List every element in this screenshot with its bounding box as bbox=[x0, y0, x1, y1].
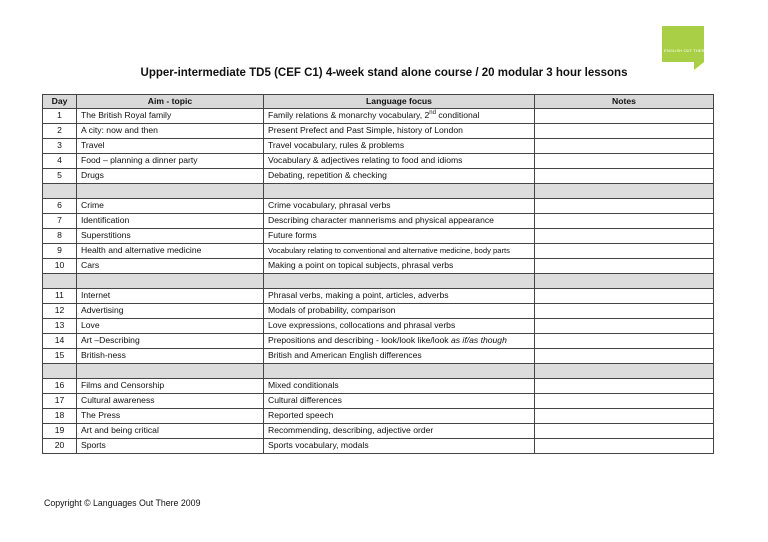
focus-cell-text: Vocabulary relating to conventional and alternative medicine, body parts bbox=[268, 246, 510, 255]
notes-cell bbox=[535, 139, 714, 154]
focus-cell-text: Present Prefect and Past Simple, history of London bbox=[268, 125, 463, 135]
focus-cell-text: Prepositions and describing - look/look like/look bbox=[268, 335, 451, 345]
aim-cell bbox=[77, 244, 264, 259]
aim-cell bbox=[77, 304, 264, 319]
table-row bbox=[43, 214, 714, 229]
focus-cell-text-after: conditional bbox=[435, 110, 480, 120]
column-header-day: Day bbox=[43, 95, 77, 109]
notes-cell bbox=[535, 394, 714, 409]
day-cell bbox=[43, 124, 77, 139]
focus-cell bbox=[264, 199, 535, 214]
table-row bbox=[43, 409, 714, 424]
day-cell-text: 17 bbox=[54, 395, 65, 405]
aim-cell-text: Internet bbox=[81, 290, 111, 300]
notes-cell bbox=[535, 199, 714, 214]
notes-cell bbox=[535, 334, 714, 349]
day-cell-text: 11 bbox=[55, 290, 64, 300]
focus-cell-text: Phrasal verbs, making a point, articles, adverbs bbox=[268, 290, 449, 300]
day-cell bbox=[43, 289, 77, 304]
focus-cell bbox=[264, 424, 535, 439]
focus-cell-text: Travel vocabulary, rules & problems bbox=[268, 140, 405, 150]
day-cell bbox=[43, 394, 77, 409]
aim-cell-text: Health and alternative medicine bbox=[81, 245, 202, 255]
day-cell-text: 19 bbox=[54, 425, 65, 435]
aim-cell bbox=[77, 424, 264, 439]
focus-cell bbox=[264, 154, 535, 169]
focus-cell-text: Making a point on topical subjects, phrasal verbs bbox=[268, 260, 454, 270]
table-row bbox=[43, 304, 714, 319]
focus-cell bbox=[264, 214, 535, 229]
focus-cell bbox=[264, 124, 535, 139]
day-cell-text: 1 bbox=[57, 110, 62, 120]
focus-cell bbox=[264, 259, 535, 274]
table-row bbox=[43, 124, 714, 139]
table-row bbox=[43, 394, 714, 409]
focus-cell-text: Crime vocabulary, phrasal verbs bbox=[268, 200, 391, 210]
aim-cell bbox=[77, 319, 264, 334]
divider-cell bbox=[43, 184, 77, 199]
aim-cell-text: A city: now and then bbox=[81, 125, 158, 135]
notes-cell bbox=[535, 214, 714, 229]
day-cell-text: 12 bbox=[54, 305, 65, 315]
day-cell bbox=[43, 229, 77, 244]
day-cell bbox=[43, 259, 77, 274]
table-body bbox=[43, 109, 714, 454]
aim-cell-text: Superstitions bbox=[81, 230, 131, 240]
aim-cell-text: Cultural awareness bbox=[81, 395, 155, 405]
aim-cell-text: The British Royal family bbox=[81, 110, 172, 120]
aim-cell-text: Drugs bbox=[81, 170, 104, 180]
aim-cell bbox=[77, 199, 264, 214]
day-cell bbox=[43, 154, 77, 169]
day-cell-text: 10 bbox=[54, 260, 65, 270]
day-cell bbox=[43, 424, 77, 439]
table-row bbox=[43, 244, 714, 259]
focus-cell bbox=[264, 289, 535, 304]
focus-cell bbox=[264, 229, 535, 244]
aim-cell bbox=[77, 259, 264, 274]
focus-cell bbox=[264, 109, 535, 124]
focus-cell bbox=[264, 394, 535, 409]
divider-cell bbox=[264, 184, 535, 199]
column-header-aim: Aim - topic bbox=[77, 95, 264, 109]
focus-superscript: nd bbox=[429, 110, 436, 117]
aim-cell bbox=[77, 139, 264, 154]
day-cell bbox=[43, 169, 77, 184]
table-header-row bbox=[43, 95, 714, 109]
notes-cell bbox=[535, 244, 714, 259]
divider-cell bbox=[77, 274, 264, 289]
aim-cell bbox=[77, 349, 264, 364]
brand-logo bbox=[662, 26, 708, 62]
day-cell-text: 20 bbox=[54, 440, 65, 450]
notes-cell bbox=[535, 289, 714, 304]
aim-cell-text: Art and being critical bbox=[81, 425, 159, 435]
notes-cell bbox=[535, 349, 714, 364]
day-cell bbox=[43, 379, 77, 394]
aim-cell-text: Food – planning a dinner party bbox=[81, 155, 198, 165]
notes-cell bbox=[535, 319, 714, 334]
day-cell-text: 15 bbox=[54, 350, 65, 360]
aim-cell bbox=[77, 229, 264, 244]
table-row bbox=[43, 259, 714, 274]
page-title: Upper-intermediate TD5 (CEF C1) 4-week stand alone course / 20 modular 3 hour lessons bbox=[140, 67, 628, 79]
notes-cell bbox=[535, 124, 714, 139]
aim-cell-text: Identification bbox=[81, 215, 130, 225]
day-cell-text: 14 bbox=[54, 335, 65, 345]
aim-cell bbox=[77, 334, 264, 349]
table-row bbox=[43, 319, 714, 334]
notes-cell bbox=[535, 424, 714, 439]
day-cell bbox=[43, 139, 77, 154]
focus-cell bbox=[264, 379, 535, 394]
aim-cell-text: Love bbox=[81, 320, 100, 330]
table-row bbox=[43, 424, 714, 439]
aim-cell bbox=[77, 409, 264, 424]
notes-cell bbox=[535, 409, 714, 424]
divider-cell bbox=[43, 274, 77, 289]
focus-cell-text: Vocabulary & adjectives relating to food and idioms bbox=[268, 155, 463, 165]
table-row bbox=[43, 154, 714, 169]
divider-cell bbox=[77, 364, 264, 379]
table-row bbox=[43, 109, 714, 124]
table-row bbox=[43, 169, 714, 184]
focus-cell-text: Future forms bbox=[268, 230, 317, 240]
table-row bbox=[43, 139, 714, 154]
focus-cell-text: Reported speech bbox=[268, 410, 334, 420]
focus-cell-text: Recommending, describing, adjective order bbox=[268, 425, 434, 435]
aim-cell bbox=[77, 289, 264, 304]
aim-cell-text: Art –Describing bbox=[81, 335, 140, 345]
day-cell bbox=[43, 244, 77, 259]
divider-cell bbox=[264, 364, 535, 379]
aim-cell-text: British-ness bbox=[81, 350, 126, 360]
table-row bbox=[43, 199, 714, 214]
copyright-footer: Copyright © Languages Out There 2009 bbox=[44, 498, 201, 508]
divider-cell bbox=[264, 274, 535, 289]
day-cell bbox=[43, 109, 77, 124]
column-header-notes: Notes bbox=[535, 95, 714, 109]
aim-cell bbox=[77, 154, 264, 169]
day-cell bbox=[43, 319, 77, 334]
focus-cell bbox=[264, 334, 535, 349]
table-row bbox=[43, 229, 714, 244]
focus-cell-text: Family relations & monarchy vocabulary, 2 bbox=[268, 110, 430, 120]
aim-cell bbox=[77, 394, 264, 409]
aim-cell bbox=[77, 214, 264, 229]
aim-cell-text: Travel bbox=[81, 140, 105, 150]
divider-cell bbox=[43, 364, 77, 379]
aim-cell bbox=[77, 124, 264, 139]
divider-cell bbox=[77, 184, 264, 199]
aim-cell-text: Advertising bbox=[81, 305, 124, 315]
notes-cell bbox=[535, 154, 714, 169]
divider-cell bbox=[535, 184, 714, 199]
aim-cell bbox=[77, 439, 264, 454]
focus-italic-text: as if/as though bbox=[450, 335, 507, 345]
day-cell-text: 8 bbox=[57, 230, 62, 240]
table-row bbox=[43, 379, 714, 394]
day-cell-text: 3 bbox=[57, 140, 62, 150]
notes-cell bbox=[535, 304, 714, 319]
course-schedule-table bbox=[42, 94, 714, 454]
day-cell bbox=[43, 334, 77, 349]
day-cell-text: 13 bbox=[54, 320, 65, 330]
notes-cell bbox=[535, 379, 714, 394]
section-divider-row bbox=[43, 364, 714, 379]
aim-cell-text: Crime bbox=[81, 200, 104, 210]
table-row bbox=[43, 439, 714, 454]
divider-cell bbox=[535, 364, 714, 379]
aim-cell-text: Cars bbox=[81, 260, 100, 270]
day-cell bbox=[43, 439, 77, 454]
focus-cell bbox=[264, 169, 535, 184]
day-cell-text: 18 bbox=[54, 410, 65, 420]
focus-cell-text: Describing character mannerisms and physical appearance bbox=[268, 215, 494, 225]
focus-cell bbox=[264, 349, 535, 364]
focus-cell-text: Mixed conditionals bbox=[268, 380, 339, 390]
focus-cell bbox=[264, 319, 535, 334]
notes-cell bbox=[535, 259, 714, 274]
notes-cell bbox=[535, 229, 714, 244]
focus-cell bbox=[264, 439, 535, 454]
logo-text: ENGLISH OUT THERE bbox=[664, 48, 708, 53]
day-cell bbox=[43, 214, 77, 229]
aim-cell-text: Sports bbox=[81, 440, 106, 450]
day-cell bbox=[43, 409, 77, 424]
day-cell-text: 4 bbox=[57, 155, 62, 165]
table-row bbox=[43, 349, 714, 364]
section-divider-row bbox=[43, 184, 714, 199]
focus-cell-text: Love expressions, collocations and phrasal verbs bbox=[268, 320, 456, 330]
focus-cell-text: Cultural differences bbox=[268, 395, 342, 405]
aim-cell bbox=[77, 379, 264, 394]
table-row bbox=[43, 289, 714, 304]
focus-cell-text: British and American English differences bbox=[268, 350, 422, 360]
focus-cell bbox=[264, 409, 535, 424]
day-cell bbox=[43, 304, 77, 319]
notes-cell bbox=[535, 169, 714, 184]
day-cell-text: 6 bbox=[57, 200, 62, 210]
focus-cell bbox=[264, 139, 535, 154]
aim-cell bbox=[77, 169, 264, 184]
notes-cell bbox=[535, 439, 714, 454]
focus-cell bbox=[264, 304, 535, 319]
focus-cell-text: Debating, repetition & checking bbox=[268, 170, 387, 180]
day-cell-text: 9 bbox=[57, 245, 62, 255]
day-cell-text: 2 bbox=[57, 125, 62, 135]
focus-cell-text: Sports vocabulary, modals bbox=[268, 440, 369, 450]
day-cell bbox=[43, 349, 77, 364]
aim-cell-text: Films and Censorship bbox=[81, 380, 165, 390]
day-cell-text: 7 bbox=[57, 215, 62, 225]
notes-cell bbox=[535, 109, 714, 124]
table-row bbox=[43, 334, 714, 349]
day-cell-text: 16 bbox=[54, 380, 65, 390]
aim-cell bbox=[77, 109, 264, 124]
focus-cell-text: Modals of probability, comparison bbox=[268, 305, 396, 315]
focus-cell bbox=[264, 244, 535, 259]
day-cell-text: 5 bbox=[57, 170, 62, 180]
day-cell bbox=[43, 199, 77, 214]
section-divider-row bbox=[43, 274, 714, 289]
column-header-focus: Language focus bbox=[264, 95, 535, 109]
divider-cell bbox=[535, 274, 714, 289]
aim-cell-text: The Press bbox=[81, 410, 121, 420]
